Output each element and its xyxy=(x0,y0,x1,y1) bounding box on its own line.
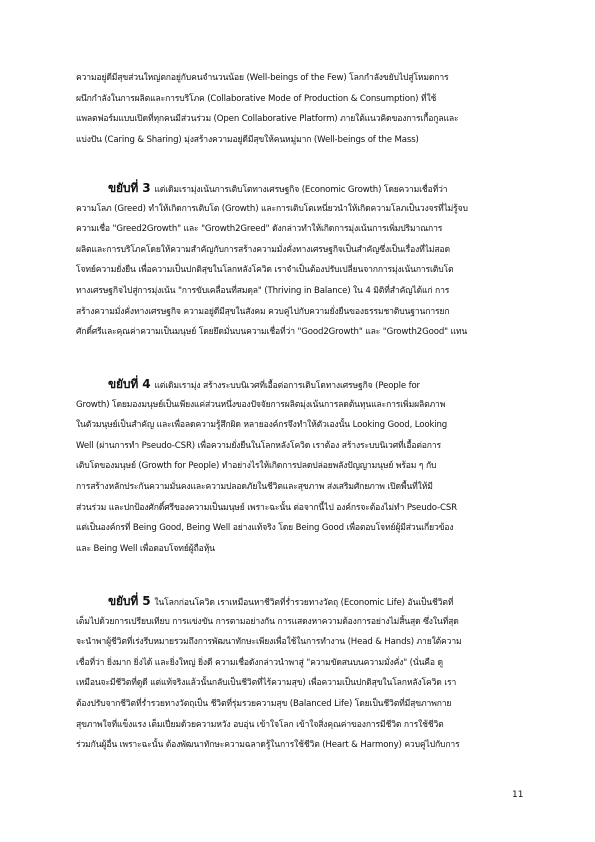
text-line xyxy=(76,374,526,395)
text-line: ผนึกกำลังในการผลิตและการบริโภค (Collaborative Mode of Production & Consumption) ที่ใช้ xyxy=(76,93,437,104)
step-heading: ขยับที่ 5 xyxy=(108,594,151,608)
text-line xyxy=(76,178,526,199)
text-line: โจทย์ความยั่งยืน เพื่อความเป็นปกติสุขในโลกหลังโควิด เราจำเป็นต้องปรับเปลี่ยนจากการมุ่งเน้นการเติบโต xyxy=(76,265,454,276)
text-line: ต้องปรับจากชีวิตที่ร่ำรวยทางวัตถุเป็น ชีวิตที่รุ่มรวยความสุข (Balanced Life) โดยเป็นชีวิตที่มีสุขภาพกาย xyxy=(76,698,452,709)
step-text: แต่เดิมเรามุ่ง สร้างระบบนิเวศที่เอื้อต่อการเติบโตทางเศรษฐกิจ (People for xyxy=(154,381,420,391)
text-line: จะนำพาผู้ชีวิตที่เร่งรีบหมายรวมถึงการพัฒนาทักษะเพียงเพื่อใช้ในการทำงาน (Head & Hands) ภายใต้ความ xyxy=(76,637,462,648)
paragraph-step-5 xyxy=(76,591,526,756)
text-line: แบ่งปัน (Caring & Sharing) มุ่งสร้างความอยู่ดีมีสุขให้คนหมู่มาก (Well-beings of the Mass) xyxy=(76,134,419,145)
text-line: ผลิตและการบริโภคโดยให้ความสำคัญกับการสร้างความมั่งคั่งทางเศรษฐกิจเป็นสำคัญซึ่งเป็นเรื่องที่ไม่สอด xyxy=(76,244,450,255)
text-line: Growth) โดยมองมนุษย์เป็นเพียงแค่ส่วนหนึ่งของปัจจัยการผลิตมุ่งเน้นการลดต้นทุนและการเพิ่มผลิตภาพ xyxy=(76,399,446,410)
text-line: ส่วนร่วม และปกป้องศักดิ์ศรีของความเป็นมนุษย์ เพราะฉะนั้น ต่อจากนี้ไป องค์กรจะต้องไม่ทำ Pseudo-CSR xyxy=(76,502,457,513)
text-line: เชื่อที่ว่า ยิ่งมาก ยิ่งได้ และยิ่งใหญ่ ยิ่งดี ความเชื่อดังกล่าวนำพาสู่ "ความขัดสนบนความมั่งคั่ง" (นั่นคือ ดู xyxy=(76,657,443,668)
step-heading: ขยับที่ 3 xyxy=(108,181,151,195)
text-line: ในตัวมนุษย์เป็นสำคัญ และเพื่อลดความรู้สึกผิด หลายองค์กรจึงทำให้ตัวเองนั้น Looking Good, Looking xyxy=(76,420,448,431)
text-line xyxy=(76,591,526,612)
text-line: เต็มไปด้วยการเปรียบเทียบ การแข่งขัน การตามอย่างกัน การแสดงหาความต้องการอย่างไม่สิ้นสุด ซึ่งในที่สุด xyxy=(76,616,459,627)
paragraph-intro xyxy=(76,68,526,150)
text-line: ความเชื่อ "Greed2Growth" และ "Growth2Greed" ดังกล่าวทำให้เกิดการมุ่งเน้นการเพิ่มปริมาณการ xyxy=(76,224,443,235)
text-line: การสร้างหลักประกันความมั่นคงและความปลอดภัยในชีวิตและสุขภาพ ส่งเสริมศักยภาพ เปิดพื้นที่ให้มี xyxy=(76,481,433,492)
text-line: ความอยู่ดีมีสุขส่วนใหญ่ตกอยู่กับคนจำนวนน้อย (Well-beings of the Few) โลกกำลังขยับไปสู่โหมดการ xyxy=(76,73,449,83)
text-line: เติบโตของมนุษย์ (Growth for People) ทำอย่างไรให้เกิดการปลดปล่อยพลังปัญญามนุษย์ พร้อม ๆ กับ xyxy=(76,461,437,472)
text-line: แต่เป็นองค์กรที่ Being Good, Being Well อย่างแท้จริง โดย Being Good เพื่อตอบโจทย์ผู้มีส่วนเกี่ยวข้อง xyxy=(76,523,454,534)
step-heading: ขยับที่ 4 xyxy=(108,377,151,391)
text-line: ศักดิ์ศรีและคุณค่าความเป็นมนุษย์ โดยยึดมั่นบนความเชื่อที่ว่า "Good2Growth" และ "Growth2Good" แทน xyxy=(76,327,468,338)
page-number: 11 xyxy=(512,790,524,800)
paragraph-step-3 xyxy=(76,178,526,343)
text-line: เหมือนจะมีชีวิตที่ดูดี แต่แท้จริงแล้วนั้นกลับเป็นชีวิตที่ไร้ความสุข) เพื่อความเป็นปกติสุขในโลกหลังโควิด เรา xyxy=(76,678,457,689)
text-line: สร้างความมั่งคั่งทางเศรษฐกิจ ความอยู่ดีมีสุขในสังคม ควบคู่ไปกับความยั่งยืนของธรรมชาติบนฐานการยก xyxy=(76,306,450,317)
text-line: สุขภาพใจที่แข็งแรง เต็มเปี่ยมด้วยความหวัง อบอุ่น เข้าใจโลก เข้าใจสิ่งคุณค่าของการมีชีวิต การใช้ชีวิต xyxy=(76,719,444,730)
text-line: ร่วมกันผู้อื่น เพราะฉะนั้น ต้องพัฒนาทักษะความฉลาดรู้ในการใช้ชีวิต (Heart & Harmony) ควบคู่ไปกับการ xyxy=(76,740,460,751)
paragraph-step-4 xyxy=(76,374,526,559)
text-line: และ Being Well เพื่อตอบโจทย์ผู้ถือหุ้น xyxy=(76,543,215,554)
text-line: แพลตฟอร์มแบบเปิดที่ทุกคนมีส่วนร่วม (Open Collaborative Platform) ภายใต้แนวคิดของการเกื้อกูลและ xyxy=(76,114,459,125)
step-text: ในโลกก่อนโควิด เราเหมือนหาชีวิตที่ร่ำรวยทางวัตถุ (Economic Life) อันเป็นชีวิตที่ xyxy=(154,598,454,608)
text-line: Well (ผ่านการทำ Pseudo-CSR) เพื่อความยั่งยืนในโลกหลังโควิด เราต้อง สร้างระบบนิเวศที่เอื้อต่อการ xyxy=(76,440,442,451)
text-line: ทางเศรษฐกิจไปสู่การมุ่งเน้น "การขับเคลื่อนที่สมดุล" (Thriving in Balance) ใน 4 มิติที่สำคัญได้แก่ การ xyxy=(76,285,450,296)
text-line: ความโลภ (Greed) ทำให้เกิดการเติบโต (Growth) และการเติบโตเหนี่ยวนำให้เกิดความโลภเป็นวงจรที่ไม่รู้จบ xyxy=(76,203,468,214)
step-text: แต่เดิมเรามุ่งเน้นการเติบโตทางเศรษฐกิจ (Economic Growth) โดยความเชื่อที่ว่า xyxy=(154,185,448,195)
